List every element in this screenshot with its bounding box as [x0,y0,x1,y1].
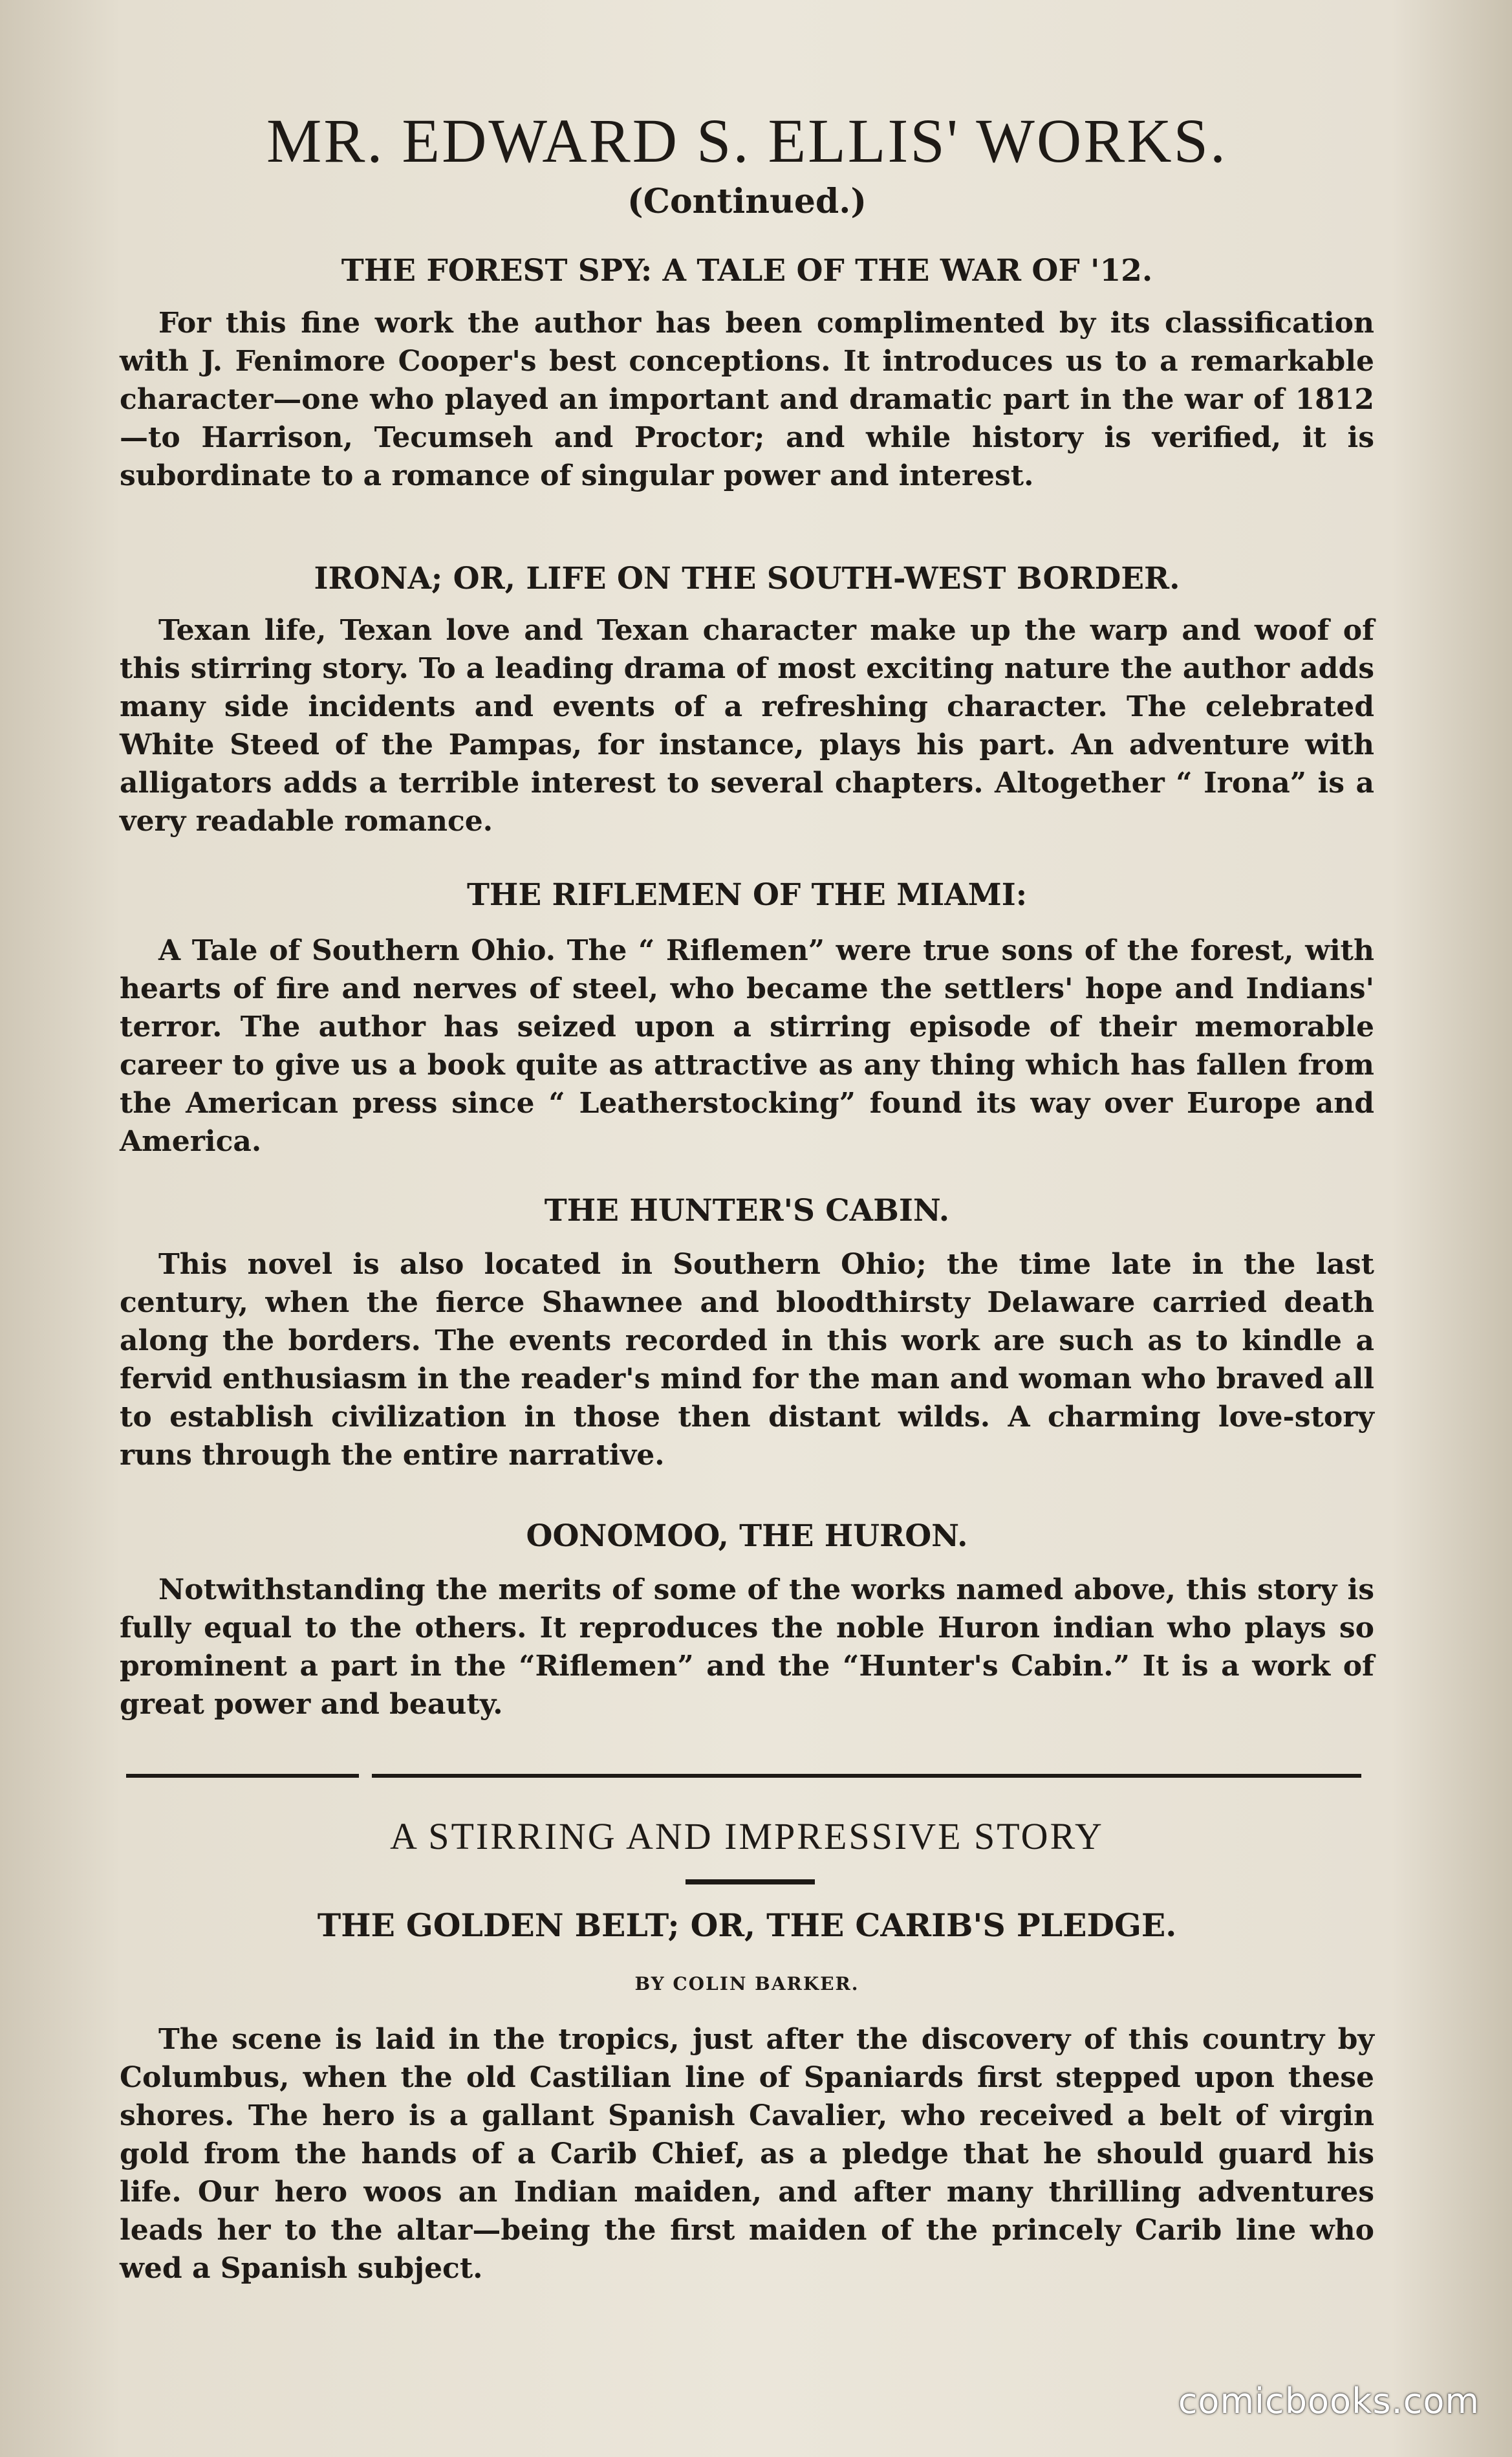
entry-body-hunters-cabin: This novel is also located in Southern Ohio; the time late in the last century, when the fierce Shawnee and bloodthirsty Delaware carried death along the borders. The events recorded in this work are such as to kindle a fervid enthusiasm in the reader's mind for the man and woman who braved all to establish civilization in those then distant wilds. A charming love-story runs through the entire narrative. [120,1248,1374,1472]
entry-body-forest-spy: For this fine work the author has been complimented by its classification with J. Fenimore Cooper's best conceptions. It introduces us to a remarkable character—one who played an important and dramatic part in the war of 1812—to Harrison, Tecumseh and Proctor; and while history is verified, it is subordinate to a romance of singular power and interest. [120,307,1374,492]
divider-rule-left [126,1774,359,1778]
divider-rule-right [372,1774,1361,1778]
feature-byline: BY COLIN BARKER. [634,1973,859,1994]
short-rule [686,1879,815,1884]
feature-section-heading: A STIRRING AND IMPRESSIVE STORY [390,1815,1104,1857]
entry-body-riflemen: A Tale of Southern Ohio. The “ Riflemen” were true sons of the forest, with hearts of fire and nerves of steel, who became the settlers' hope and Indians' terror. The author has seized upon a stirring episode of their memorable career to give us a book quite as attractive as any thing which has fallen from the American press since “ Leatherstocking” found its way over Europe and America. [120,934,1374,1158]
entry-heading-oonomoo: OONOMOO, THE HURON. [526,1518,968,1554]
entry-heading-hunters-cabin: THE HUNTER'S CABIN. [544,1193,950,1228]
page-title: MR. EDWARD S. ELLIS' WORKS. [266,106,1227,175]
entry-heading-forest-spy: THE FOREST SPY: A TALE OF THE WAR OF '12. [341,253,1153,289]
entry-heading-riflemen: THE RIFLEMEN OF THE MIAMI: [466,877,1028,913]
entry-heading-irona: IRONA; OR, LIFE ON THE SOUTH-WEST BORDER. [314,561,1180,596]
watermark: comicbooks.com [1178,2381,1480,2421]
feature-heading: THE GOLDEN BELT; OR, THE CARIB'S PLEDGE. [317,1906,1177,1944]
page-subtitle: (Continued.) [627,182,867,221]
entry-body-oonomoo: Notwithstanding the merits of some of the works named above, this story is fully equal to the others. It reproduces the noble Huron indian who plays so prominent a part in the “Riflemen” and the “Hunter's Cabin.” It is a work of great power and beauty. [120,1573,1374,1721]
entry-body-irona: Texan life, Texan love and Texan character make up the warp and woof of this stirring story. To a leading drama of most exciting nature the author adds many side incidents and events of a refreshing character. The celebrated White Steed of the Pampas, for instance, plays his part. An adventure with alligators adds a terrible interest to several chapters. Altogether “ Irona” is a very readable romance. [120,614,1374,838]
feature-body: The scene is laid in the tropics, just after the discovery of this country by Columbus, when the old Castilian line of Spaniards first stepped upon these shores. The hero is a gallant Spanish Cavalier, who received a belt of virgin gold from the hands of a Carib Chief, as a pledge that he should guard his life. Our hero woos an Indian maiden, and after many thrilling adventures leads her to the altar—being the first maiden of the princely Carib line who wed a Spanish subject. [120,2023,1374,2285]
